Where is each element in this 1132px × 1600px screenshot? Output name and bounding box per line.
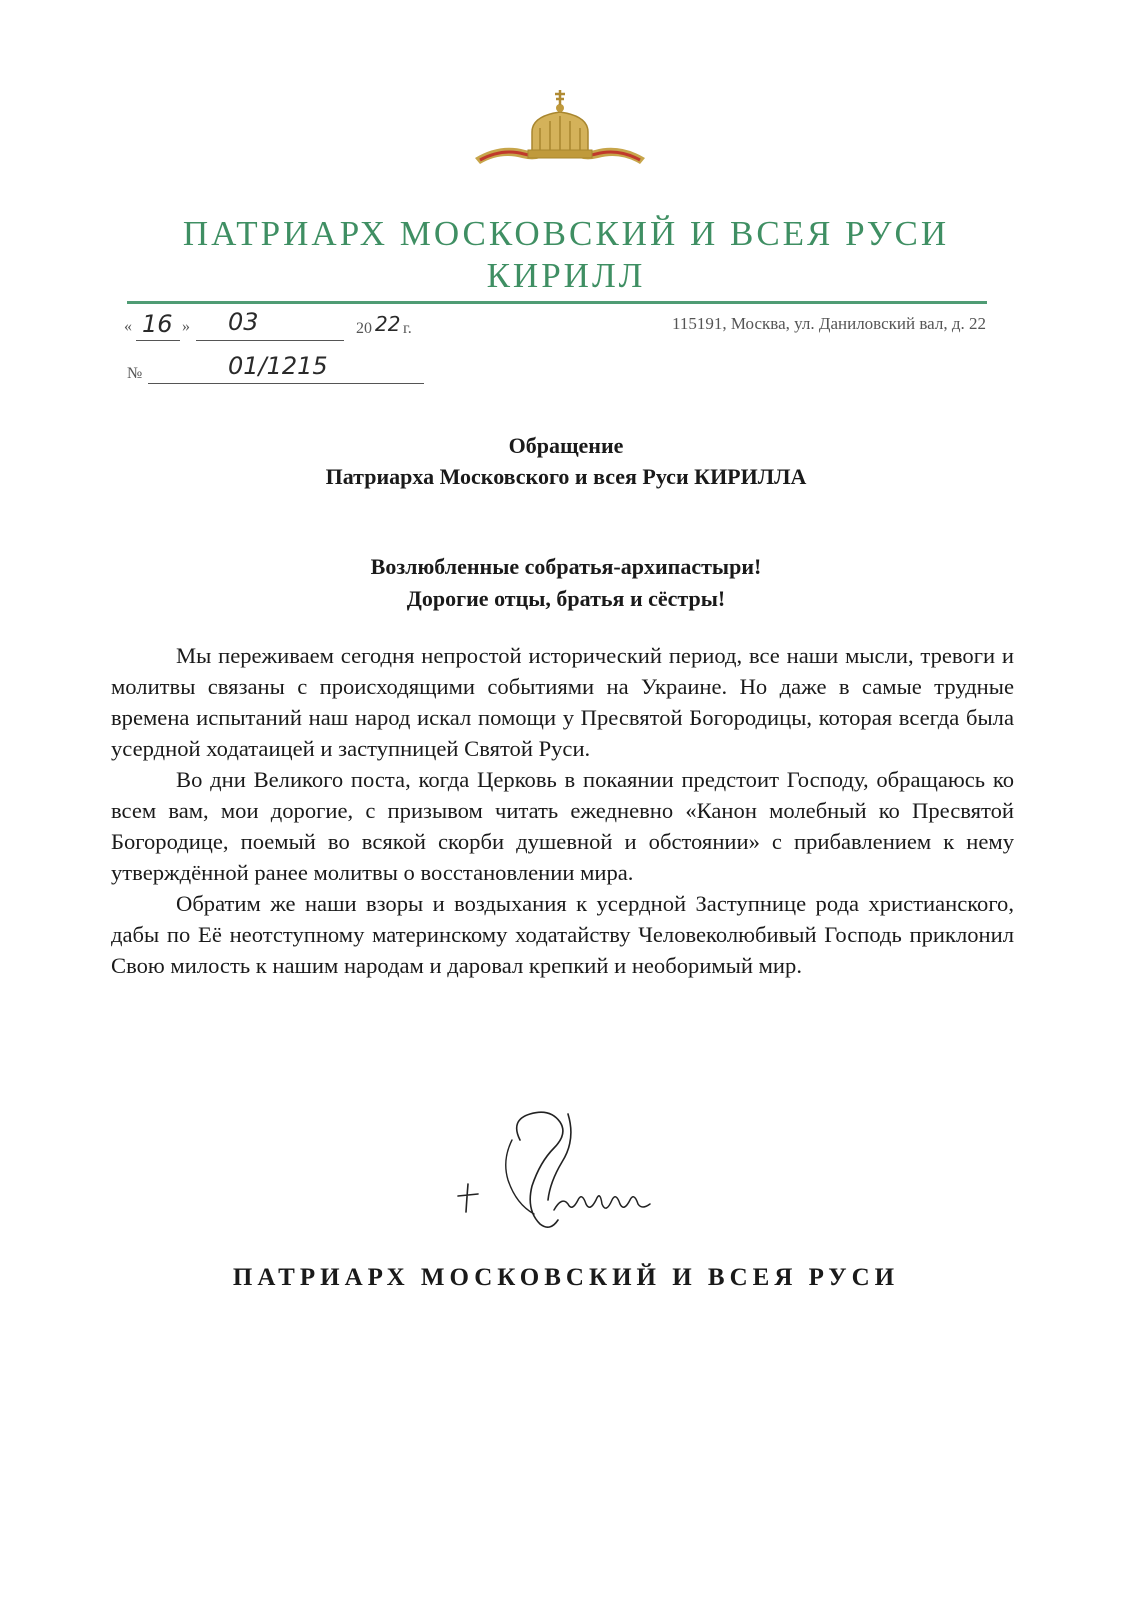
letterhead-title: ПАТРИАРХ МОСКОВСКИЙ И ВСЕЯ РУСИ [182,214,950,253]
date-year-prefix: 20 [356,320,372,337]
signature-icon [450,1100,660,1240]
date-close-quote: » [182,318,190,335]
date-year-suffix: 22 [375,312,401,336]
patriarch-emblem-icon [470,88,650,178]
date-month: 03 [228,308,259,336]
document-subtitle: Патриарха Московского и всея Руси КИРИЛЛА [325,464,807,489]
closing-title: ПАТРИАРХ МОСКОВСКИЙ И ВСЕЯ РУСИ [232,1264,900,1291]
greeting-line-1: Возлюбленные собратья-архипастыри! [370,554,762,579]
date-year-unit: г. [403,320,412,337]
date-month-line [196,340,344,341]
number-line [148,383,424,384]
letter-body [111,640,1014,981]
date-day: 16 [142,310,173,338]
document-number: 01/1215 [228,352,328,380]
body-paragraph-2: Во дни Великого поста, когда Церковь в покаянии предстоит Господу, обращаюсь ко всем вам, мои дорогие, с призывом читать ежедневно «Канон молебный ко Пресвятой Богородице, поемый во всякой скорби душевной и обстоянии» с прибавлением к нему утверждённой ранее молитвы о восстановлении мира. [111,767,1014,885]
address: 115191, Москва, ул. Даниловский вал, д. 22 [671,314,986,333]
date-day-line [136,340,180,341]
letterhead-name: КИРИЛЛ [486,256,646,295]
greeting-line-2: Дорогие отцы, братья и сёстры! [406,586,726,611]
letterhead-divider [127,301,987,304]
number-label: № [127,365,143,382]
body-paragraph-3: Обратим же наши взоры и воздыхания к усердной Заступнице рода христианского, дабы по Её неотступному материнскому ходатайству Человеколюбивый Господь приклонил Свою милость к нашим народам и даровал крепкий и необоримый мир. [111,891,1014,978]
document-title: Обращение [508,433,624,458]
date-open-quote: « [124,318,132,335]
body-paragraph-1: Мы переживаем сегодня непростой исторический период, все наши мысли, тревоги и молитвы связаны с происходящими событиями на Украине. Но даже в самые трудные времена испытаний наш народ искал помощи у Пресвятой Богородицы, которая всегда была усердной ходатаицей и заступницей Святой Руси. [111,643,1014,761]
